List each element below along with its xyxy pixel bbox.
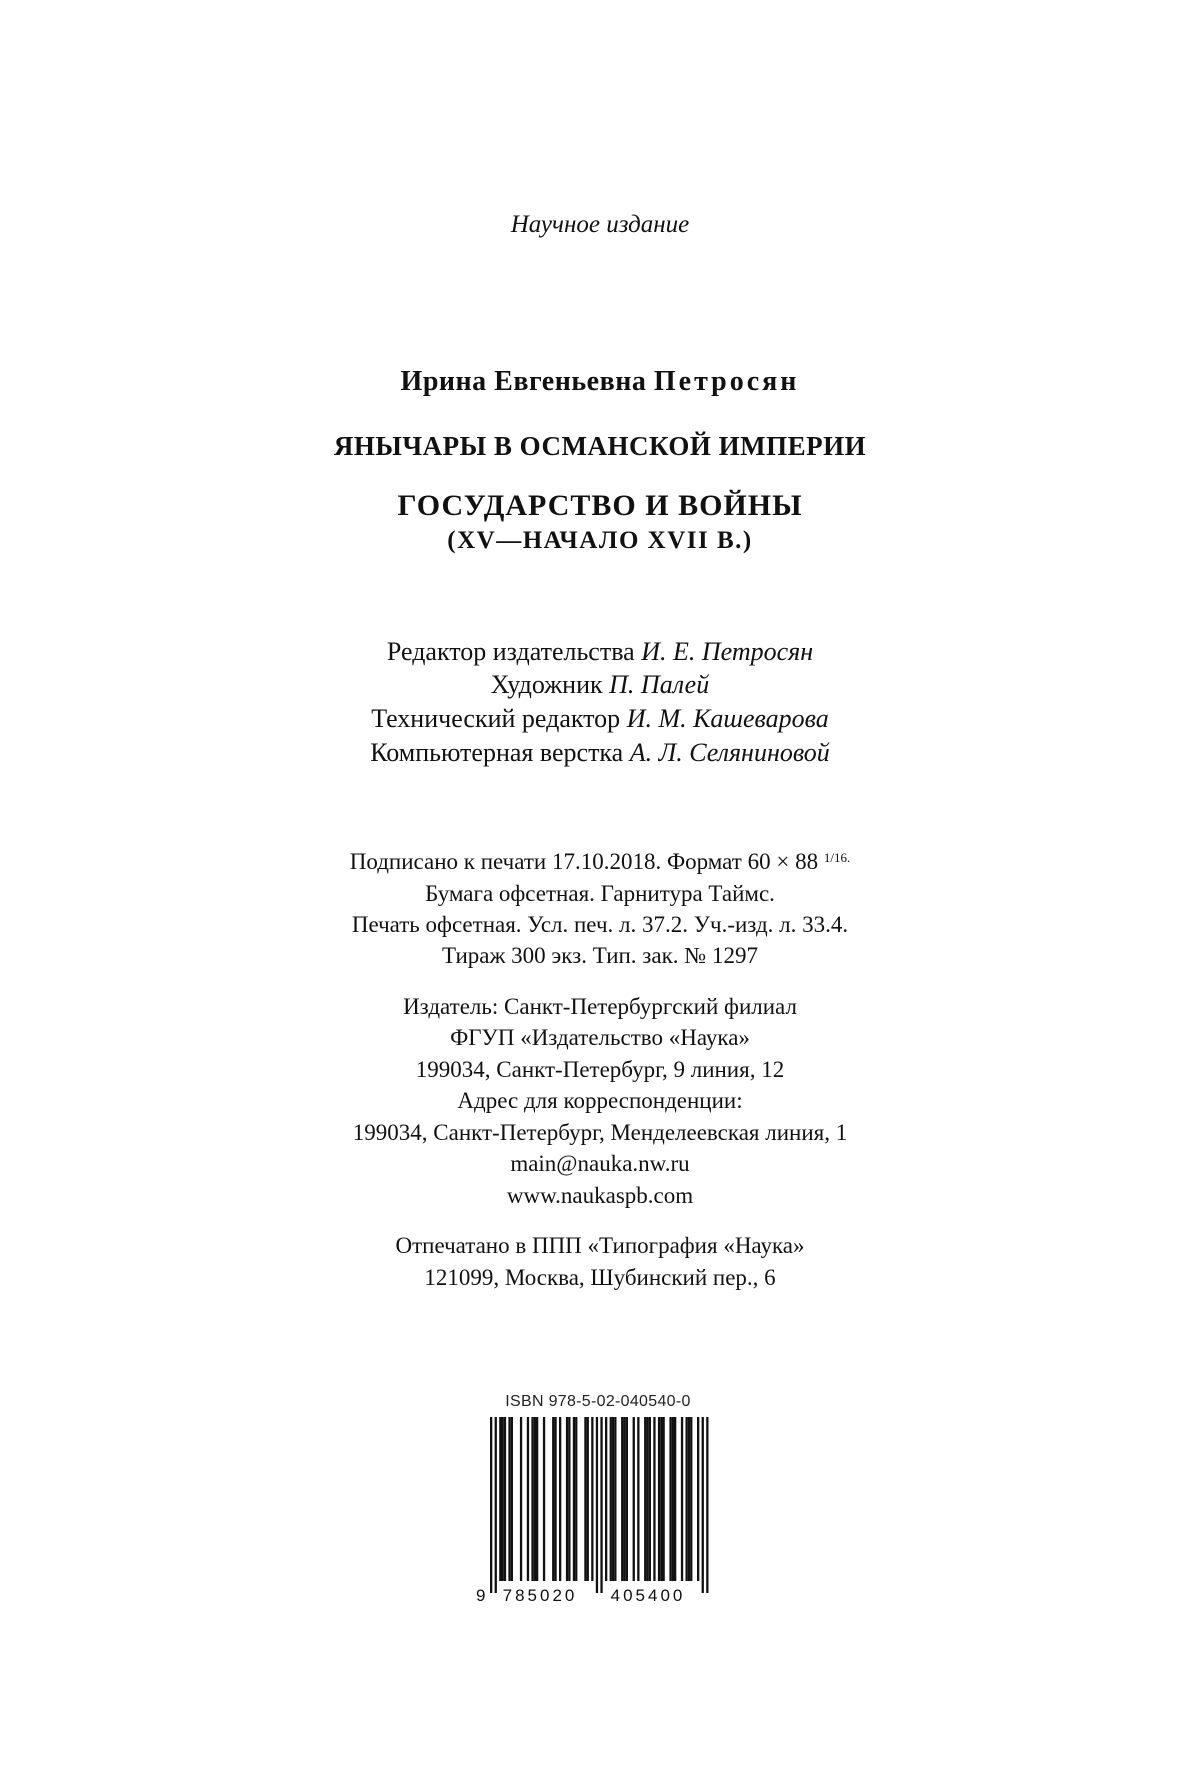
book-title: ЯНЫЧАРЫ В ОСМАНСКОЙ ИМПЕРИИ xyxy=(333,431,867,461)
barcode-bar xyxy=(605,1417,607,1581)
author-first-name: Ирина Евгеньевна xyxy=(400,366,647,397)
author-name xyxy=(0,368,1200,396)
barcode-bar xyxy=(543,1417,545,1581)
barcode-bar xyxy=(681,1417,683,1581)
imprint-signed-format xyxy=(0,850,1200,873)
barcode-bar xyxy=(646,1417,648,1581)
barcode-bar xyxy=(669,1417,671,1581)
barcode-bar xyxy=(508,1417,510,1581)
barcode-bar xyxy=(697,1417,699,1581)
barcode-bar xyxy=(674,1417,676,1581)
barcode-bar xyxy=(584,1417,586,1581)
credit-role: Технический редактор xyxy=(371,704,621,733)
barcode-bar xyxy=(663,1417,665,1581)
isbn-barcode xyxy=(474,1393,722,1605)
edition-type: Научное издание xyxy=(510,211,690,238)
barcode-digit-first: 9 xyxy=(476,1586,486,1605)
barcode-digit-group1: 785020 xyxy=(502,1586,578,1605)
barcode-bar xyxy=(653,1417,655,1581)
barcode-bar xyxy=(688,1417,690,1581)
barcode-graphic xyxy=(474,1415,722,1605)
correspondence-address: 199034, Санкт-Петербург, Менделеевская линия, 1 xyxy=(352,1120,848,1145)
credit-line xyxy=(0,706,1200,732)
publisher-website: www.naukaspb.com xyxy=(506,1183,694,1208)
publisher-address: 199034, Санкт-Петербург, 9 линия, 12 xyxy=(415,1057,785,1082)
barcode-bar xyxy=(502,1417,504,1581)
barcode-bar xyxy=(536,1417,538,1581)
credit-person: П. Палей xyxy=(609,670,710,699)
barcode-bar xyxy=(504,1417,506,1581)
credit-role: Компьютерная верстка xyxy=(370,738,624,767)
imprint-signed-text: Подписано к печати 17.10.2018. Формат 60 × 88 xyxy=(349,849,819,874)
barcode-bars xyxy=(490,1417,709,1593)
isbn-text: ISBN 978-5-02-040540-0 xyxy=(505,1393,691,1410)
barcode-bar xyxy=(490,1417,492,1593)
barcode-bar xyxy=(587,1417,589,1581)
imprint-paper: Бумага офсетная. Гарнитура Таймс. xyxy=(425,881,775,906)
publisher-line: ФГУП «Издательство «Наука» xyxy=(450,1025,750,1050)
barcode-bar xyxy=(591,1417,593,1581)
barcode-bar xyxy=(644,1417,646,1581)
barcode-bar xyxy=(534,1417,536,1581)
imprint-circulation: Тираж 300 экз. Тип. зак. № 1297 xyxy=(442,943,758,968)
printer-address: 121099, Москва, Шубинский пер., 6 xyxy=(424,1265,776,1290)
barcode-bar xyxy=(573,1417,575,1581)
credit-person: А. Л. Селяниновой xyxy=(629,738,830,767)
barcode-bar xyxy=(612,1417,614,1581)
barcode-bar xyxy=(614,1417,616,1581)
printer-line: Отпечатано в ППП «Типография «Наука» xyxy=(395,1233,805,1258)
barcode-bar xyxy=(633,1417,635,1581)
correspondence-label: Адрес для корреспонденции: xyxy=(457,1088,743,1113)
barcode-bar xyxy=(702,1417,704,1593)
barcode-bar xyxy=(649,1417,651,1581)
credit-line xyxy=(0,740,1200,766)
credit-person: И. М. Кашеварова xyxy=(626,704,829,733)
barcode-bar xyxy=(499,1417,501,1581)
format-fraction: 1/16. xyxy=(823,850,851,865)
barcode-bar xyxy=(690,1417,692,1581)
barcode-bar xyxy=(566,1417,568,1581)
barcode-bar xyxy=(559,1417,561,1581)
barcode-bar xyxy=(626,1417,628,1581)
barcode-bar xyxy=(575,1417,577,1581)
book-period: (XV—НАЧАЛО XVII В.) xyxy=(447,527,753,554)
barcode-bar xyxy=(527,1417,529,1581)
barcode-bar xyxy=(520,1417,522,1581)
barcode-bar xyxy=(596,1417,598,1593)
barcode-bar xyxy=(552,1417,554,1581)
imprint-print: Печать офсетная. Усл. печ. л. 37.2. Уч.-изд. л. 33.4. xyxy=(351,912,849,937)
barcode-bar xyxy=(600,1417,602,1593)
credit-role: Художник xyxy=(490,670,603,699)
author-last-name: Петросян xyxy=(653,366,800,397)
publisher-email: main@nauka.nw.ru xyxy=(510,1151,690,1176)
credit-person: И. Е. Петросян xyxy=(641,637,814,666)
barcode-bar xyxy=(621,1417,623,1581)
barcode-bar xyxy=(623,1417,625,1581)
credit-line xyxy=(0,672,1200,698)
barcode-bar xyxy=(568,1417,570,1581)
barcode-bar xyxy=(686,1417,688,1581)
barcode-bar xyxy=(610,1417,612,1581)
publisher-line: Издатель: Санкт-Петербургский филиал xyxy=(403,994,797,1019)
barcode-bar xyxy=(511,1417,513,1581)
barcode-bar xyxy=(658,1417,660,1581)
barcode-bar xyxy=(660,1417,662,1581)
credit-line xyxy=(0,639,1200,665)
book-subtitle: ГОСУДАРСТВО И ВОЙНЫ xyxy=(397,489,803,522)
barcode-digit-group2: 405400 xyxy=(610,1586,686,1605)
barcode-bar xyxy=(706,1417,708,1593)
barcode-bar xyxy=(495,1417,497,1593)
barcode-bar xyxy=(672,1417,674,1581)
barcode-bar xyxy=(637,1417,639,1581)
credit-role: Редактор издательства xyxy=(386,637,635,666)
barcode-bar xyxy=(531,1417,533,1581)
barcode-bar xyxy=(554,1417,556,1581)
